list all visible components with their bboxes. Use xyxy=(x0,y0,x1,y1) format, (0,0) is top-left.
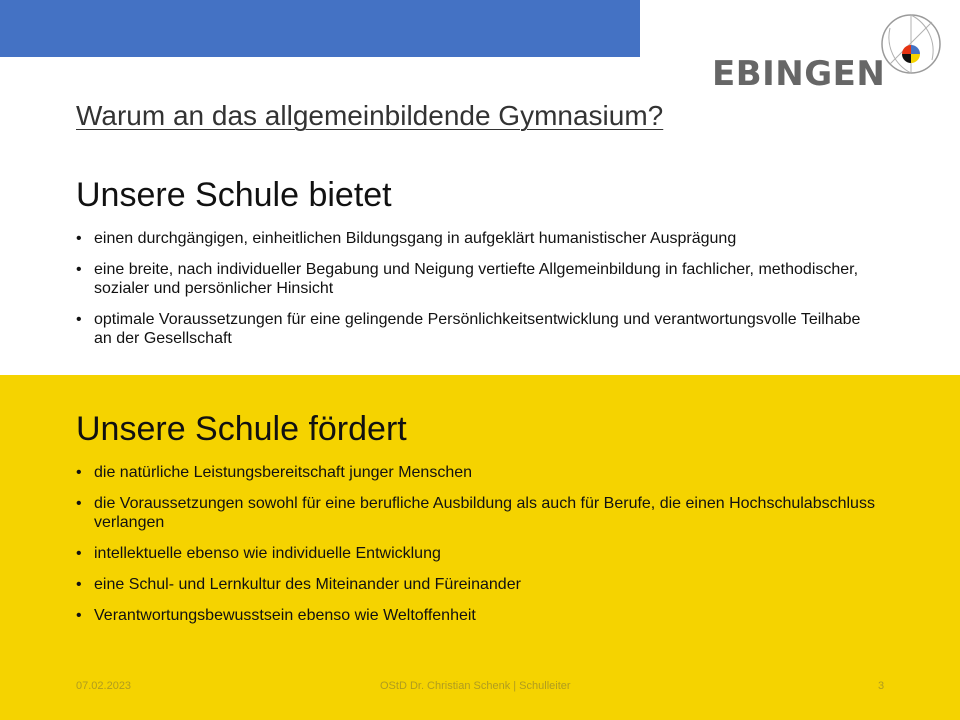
bullet-icon: • xyxy=(76,607,82,624)
bullet-icon: • xyxy=(76,230,82,247)
list-item: • die natürliche Leistungsbereitschaft junger Menschen xyxy=(76,464,473,481)
list-item: • eine breite, nach individueller Begabung und Neigung vertiefte Allgemeinbildung in fachlicher, methodischer, sozialer und persönlicher Hinsicht xyxy=(76,261,859,297)
list-item: • Verantwortungsbewusstsein ebenso wie Weltoffenheit xyxy=(76,607,476,624)
slide-subtitle: Warum an das allgemeinbildende Gymnasium? xyxy=(76,100,664,131)
footer-date: 07.02.2023 xyxy=(76,680,132,692)
bullet-icon: • xyxy=(76,545,82,562)
list-item: • eine Schul- und Lernkultur des Miteinander und Füreinander xyxy=(76,576,521,593)
bullet-icon: • xyxy=(76,464,82,481)
footer-author: OStD Dr. Christian Schenk | Schulleiter xyxy=(380,680,571,692)
bullet-icon: • xyxy=(76,495,82,512)
list-item: • intellektuelle ebenso wie individuelle Entwicklung xyxy=(76,545,441,562)
list-item: • einen durchgängigen, einheitlichen Bildungsgang in aufgeklärt humanistischer Ausprägung xyxy=(76,230,737,247)
logo-text-ebingen: EBINGEN xyxy=(712,54,886,94)
footer-page-number: 3 xyxy=(878,680,885,692)
bullet-icon: • xyxy=(76,576,82,593)
section-heading-foerdert: Unsere Schule fördert xyxy=(76,410,407,448)
bullet-icon: • xyxy=(76,311,82,328)
bullet-list-foerdert xyxy=(76,463,876,637)
school-emblem-icon xyxy=(880,12,942,76)
bullet-list-bietet xyxy=(76,229,876,360)
logo-text-gymnasium: GYMNASIUM xyxy=(652,22,854,60)
section-heading-bietet: Unsere Schule bietet xyxy=(76,176,392,214)
list-item: • die Voraussetzungen sowohl für eine berufliche Ausbildung als auch für Berufe, die einen Hochschulabschluss verlangen xyxy=(76,495,875,531)
bullet-icon: • xyxy=(76,261,82,278)
list-item: • optimale Voraussetzungen für eine gelingende Persönlichkeitsentwicklung und verantwortungsvolle Teilhabe an der Gesellschaft xyxy=(76,311,861,347)
